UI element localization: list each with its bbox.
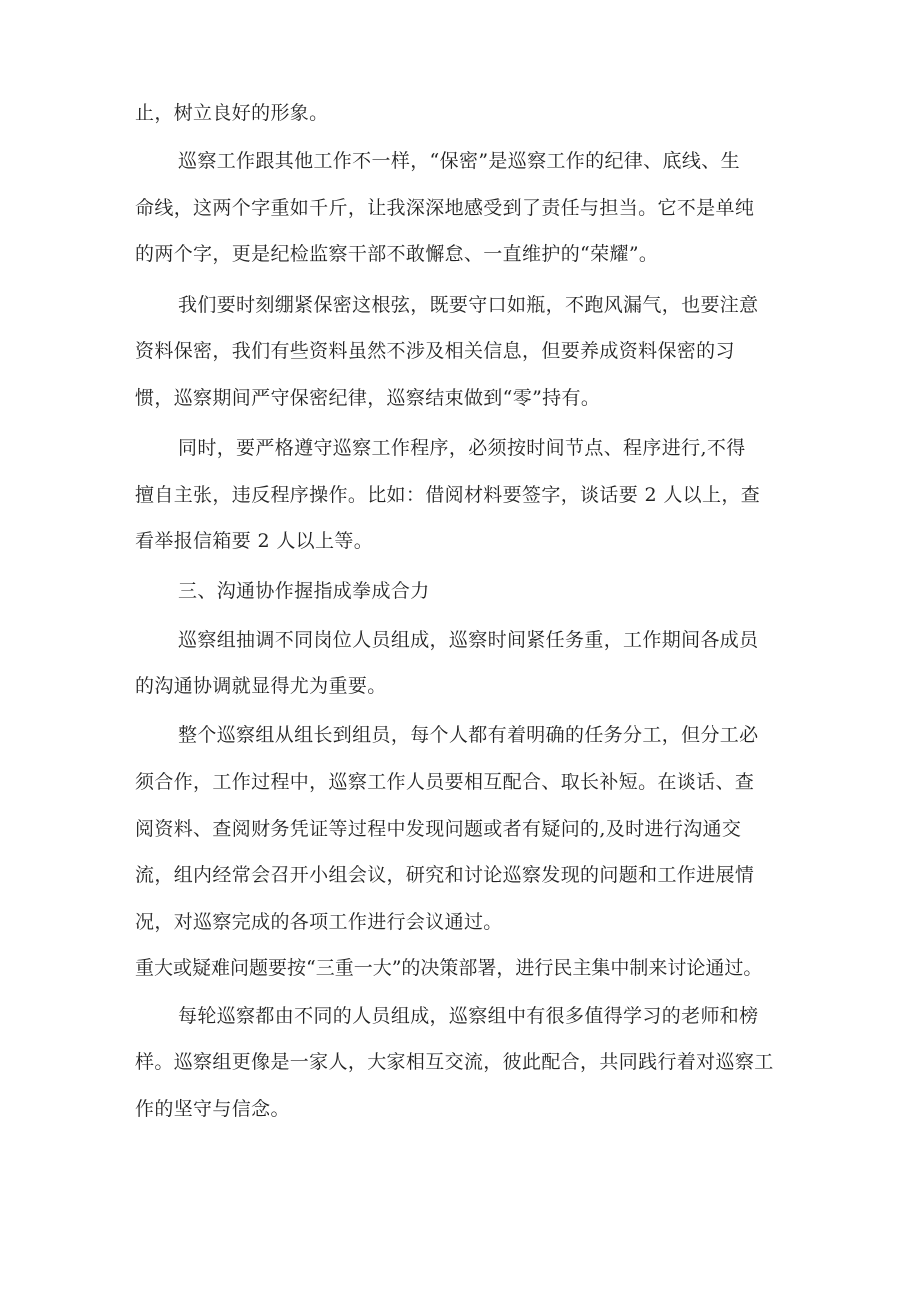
paragraph-line: 样。巡察组更像是一家人，大家相互交流，彼此配合，共同践行着对巡察工 [135, 1051, 774, 1073]
paragraph-line: 重大或疑难问题要按“三重一大”的决策部署，进行民主集中制来讨论通过。 [135, 957, 763, 979]
paragraph-line: 命线，这两个字重如千斤，让我深深地感受到了责任与担当。它不是单纯 [135, 197, 755, 219]
paragraph-line: 况，对巡察完成的各项工作进行会议通过。 [135, 911, 503, 933]
paragraph-line: 资料保密，我们有些资料虽然不涉及相关信息，但要养成资料保密的习 [135, 340, 735, 362]
paragraph-line: 同时，要严格遵守巡察工作程序，必须按时间节点、程序进行,不得 [178, 437, 746, 459]
paragraph-line: 须合作，工作过程中，巡察工作人员要相互配合、取长补短。在谈话、查 [135, 771, 755, 793]
paragraph-line: 阅资料、查阅财务凭证等过程中发现问题或者有疑问的,及时进行沟通交 [135, 818, 742, 840]
paragraph-line: 看举报信箱要 2 人以上等。 [135, 530, 374, 552]
paragraph-line: 惯，巡察期间严守保密纪律，巡察结束做到“零”持有。 [135, 387, 601, 409]
paragraph-line: 止，树立良好的形象。 [135, 102, 329, 124]
paragraph-line: 擅自主张，违反程序操作。比如：借阅材料要签字，谈话要 2 人以上，查 [135, 484, 761, 506]
paragraph-line: 整个巡察组从组长到组员，每个人都有着明确的任务分工，但分工必 [178, 724, 759, 746]
section-heading: 三、沟通协作握指成拳成合力 [178, 580, 430, 602]
paragraph-line: 每轮巡察都由不同的人员组成，巡察组中有很多值得学习的老师和榜 [178, 1005, 759, 1027]
paragraph-line: 的两个字，更是纪检监察干部不敢懈怠、一直维护的“荣耀”。 [135, 243, 659, 265]
paragraph-line: 流，组内经常会召开小组会议，研究和讨论巡察发现的问题和工作进展情 [135, 864, 755, 886]
paragraph-line: 作的坚守与信念。 [135, 1098, 290, 1120]
paragraph-line: 的沟通协调就显得尤为重要。 [135, 675, 387, 697]
paragraph-line: 巡察组抽调不同岗位人员组成，巡察时间紧任务重，工作期间各成员 [178, 629, 759, 651]
paragraph-line: 我们要时刻绷紧保密这根弦，既要守口如瓶，不跑风漏气，也要注意 [178, 294, 759, 316]
paragraph-line: 巡察工作跟其他工作不一样，“保密”是巡察工作的纪律、底线、生 [178, 150, 740, 172]
